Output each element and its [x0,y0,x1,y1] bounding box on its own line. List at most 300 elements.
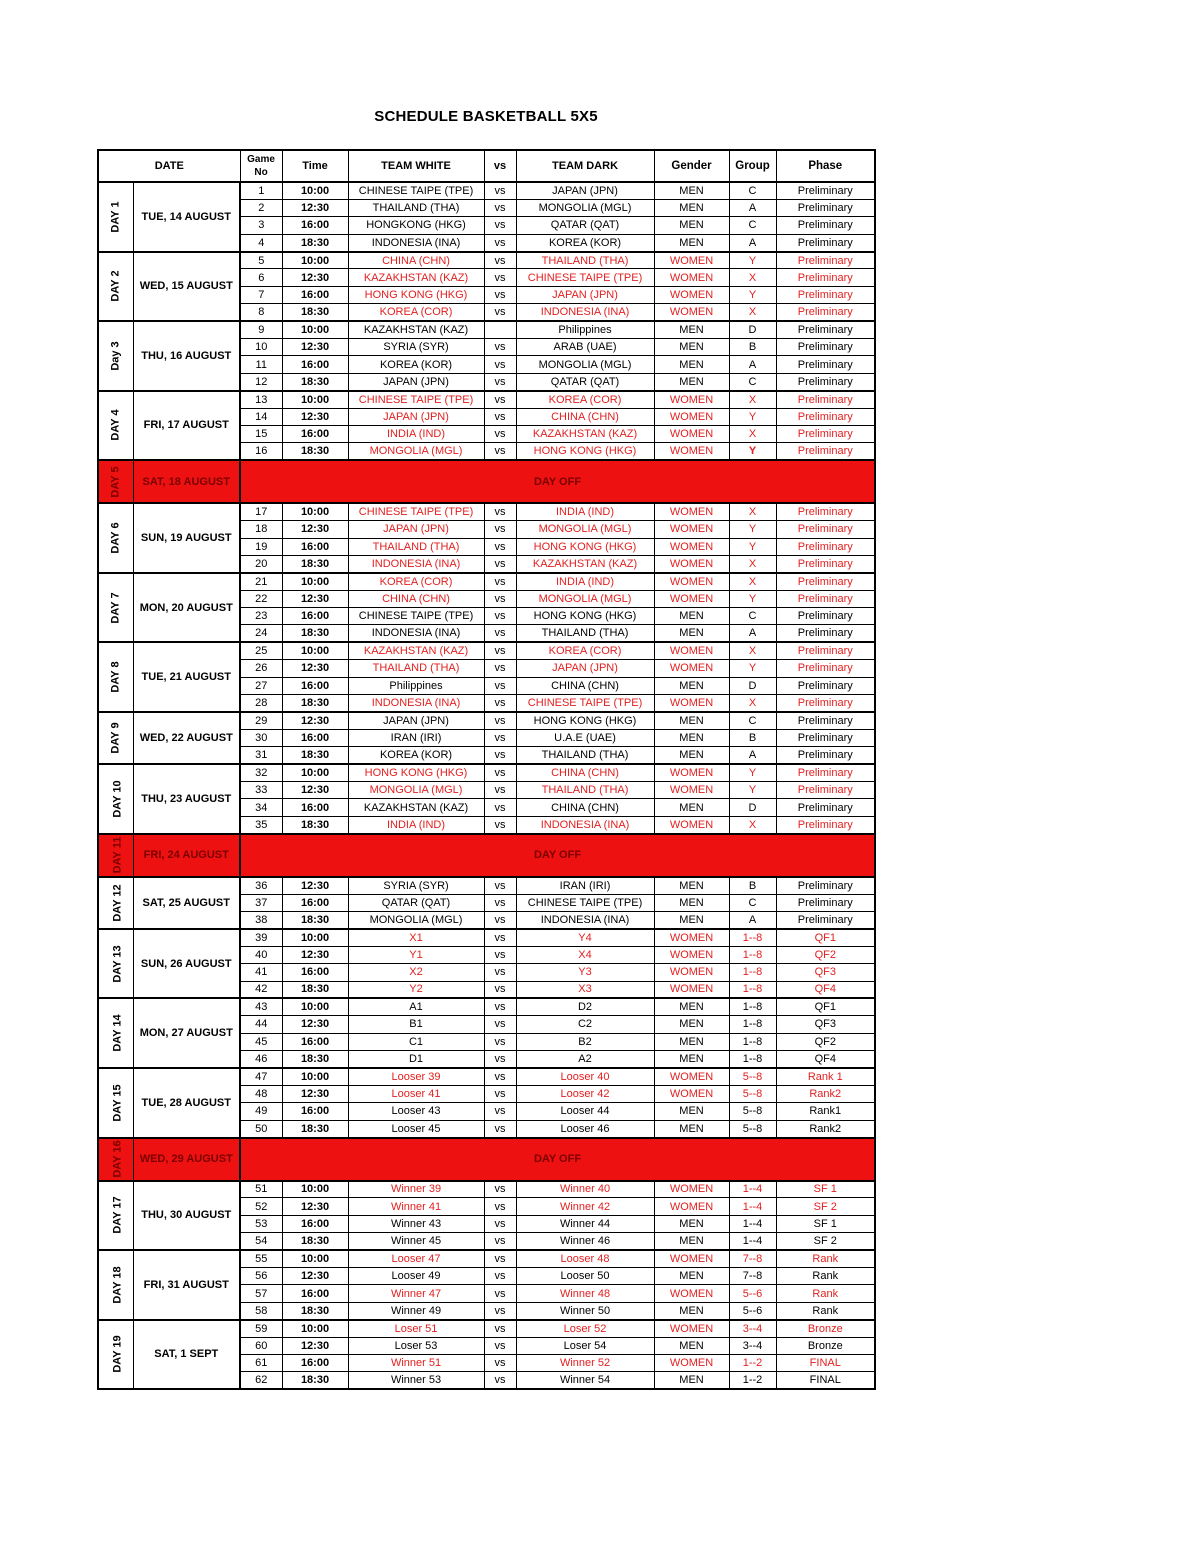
game-time: 10:00 [282,391,348,408]
group: X [729,304,776,321]
phase: Preliminary [776,234,875,251]
game-number: 30 [240,729,282,746]
day-off-label: DAY OFF [240,834,875,877]
game-number: 27 [240,677,282,694]
vs-label: vs [484,712,516,729]
day-label: Day 3 [109,341,122,371]
vs-label: vs [484,1302,516,1319]
team-dark: INDIA (IND) [516,573,654,590]
gender: MEN [654,1215,729,1232]
phase: Preliminary [776,199,875,216]
team-white: Winner 41 [348,1198,484,1215]
team-dark: THAILAND (THA) [516,252,654,269]
vs-label: vs [484,1120,516,1137]
vs-label: vs [484,503,516,520]
group: 1--8 [729,1016,776,1033]
header-gender: Gender [654,150,729,182]
phase: FINAL [776,1372,875,1389]
day-label-cell [98,998,133,1068]
team-dark: MONGOLIA (MGL) [516,199,654,216]
phase: Preliminary [776,521,875,538]
gender: MEN [654,1120,729,1137]
team-dark: Y3 [516,964,654,981]
game-number: 61 [240,1354,282,1371]
vs-label: vs [484,998,516,1015]
gender: MEN [654,321,729,338]
game-time: 16:00 [282,1215,348,1232]
team-white: Loser 51 [348,1320,484,1337]
gender: MEN [654,1233,729,1250]
game-time: 16:00 [282,894,348,911]
gender: WOMEN [654,782,729,799]
team-dark: X4 [516,946,654,963]
phase: Preliminary [776,373,875,390]
team-dark: THAILAND (THA) [516,782,654,799]
day-label: DAY 1 [109,201,122,233]
day-label-cell [98,1138,133,1181]
team-dark: HONG KONG (HKG) [516,538,654,555]
group: Y [729,590,776,607]
phase: Preliminary [776,911,875,928]
group: X [729,391,776,408]
game-time: 12:30 [282,660,348,677]
group: 3--4 [729,1320,776,1337]
group: 1--8 [729,1051,776,1068]
game-time: 12:30 [282,199,348,216]
team-dark: INDONESIA (INA) [516,911,654,928]
gender: MEN [654,1302,729,1319]
vs-label: vs [484,1103,516,1120]
table-row [98,321,875,338]
game-number: 14 [240,408,282,425]
game-number: 54 [240,1233,282,1250]
gender: WOMEN [654,1354,729,1371]
team-white: X2 [348,964,484,981]
gender: MEN [654,1033,729,1050]
team-white: MONGOLIA (MGL) [348,782,484,799]
team-white: INDONESIA (INA) [348,555,484,572]
gender: MEN [654,608,729,625]
phase: Preliminary [776,573,875,590]
phase: Preliminary [776,339,875,356]
group: 1--8 [729,1033,776,1050]
vs-label: vs [484,1033,516,1050]
gender: WOMEN [654,1181,729,1198]
game-time: 18:30 [282,1120,348,1137]
group: A [729,234,776,251]
table-row [98,877,875,894]
game-time: 18:30 [282,1372,348,1389]
group: 5--6 [729,1302,776,1319]
date-label: TUE, 14 AUGUST [133,182,240,252]
date-label: FRI, 17 AUGUST [133,391,240,461]
game-time: 18:30 [282,695,348,712]
group: A [729,911,776,928]
gender: MEN [654,677,729,694]
gender: MEN [654,1267,729,1284]
game-time: 18:30 [282,1051,348,1068]
header-phase: Phase [776,150,875,182]
game-number: 29 [240,712,282,729]
game-time: 12:30 [282,1016,348,1033]
phase: SF 2 [776,1233,875,1250]
gender: WOMEN [654,764,729,781]
game-number: 19 [240,538,282,555]
team-dark: Winner 40 [516,1181,654,1198]
game-time: 16:00 [282,964,348,981]
gender: WOMEN [654,1320,729,1337]
phase: Rank [776,1250,875,1267]
gender: WOMEN [654,590,729,607]
game-number: 38 [240,911,282,928]
team-dark: INDONESIA (INA) [516,304,654,321]
game-number: 59 [240,1320,282,1337]
vs-label: vs [484,816,516,833]
team-white: A1 [348,998,484,1015]
group: X [729,573,776,590]
team-dark: CHINESE TAIPE (TPE) [516,695,654,712]
page-title: SCHEDULE BASKETBALL 5X5 [374,108,598,125]
gender: WOMEN [654,503,729,520]
team-white: JAPAN (JPN) [348,521,484,538]
table-row [98,642,875,659]
team-dark: Looser 42 [516,1085,654,1102]
team-dark: Winner 48 [516,1285,654,1302]
game-number: 60 [240,1337,282,1354]
date-label: THU, 23 AUGUST [133,764,240,834]
vs-label: vs [484,521,516,538]
gender: MEN [654,217,729,234]
game-time: 16:00 [282,217,348,234]
game-number: 55 [240,1250,282,1267]
gender: WOMEN [654,573,729,590]
vs-label: vs [484,538,516,555]
group: 1--2 [729,1354,776,1371]
game-time: 12:30 [282,1198,348,1215]
group: 5--8 [729,1120,776,1137]
team-dark: QATAR (QAT) [516,217,654,234]
table-row [98,929,875,946]
vs-label: vs [484,1250,516,1267]
game-number: 37 [240,894,282,911]
header-row [98,150,875,182]
day-label-cell [98,321,133,391]
phase: Preliminary [776,321,875,338]
game-number: 46 [240,1051,282,1068]
group: B [729,339,776,356]
gender: WOMEN [654,660,729,677]
game-time: 16:00 [282,1285,348,1302]
game-number: 16 [240,443,282,460]
gender: WOMEN [654,929,729,946]
team-dark: Looser 48 [516,1250,654,1267]
group: 1--4 [729,1233,776,1250]
vs-label: vs [484,911,516,928]
team-white: Winner 39 [348,1181,484,1198]
group: Y [729,443,776,460]
vs-label: vs [484,443,516,460]
phase: Preliminary [776,356,875,373]
game-time: 10:00 [282,1320,348,1337]
date-label: MON, 27 AUGUST [133,998,240,1068]
day-label-cell [98,712,133,764]
team-white: KAZAKHSTAN (KAZ) [348,321,484,338]
game-number: 20 [240,555,282,572]
date-label: WED, 15 AUGUST [133,252,240,322]
gender: MEN [654,747,729,764]
table-row [98,503,875,520]
group: Y [729,252,776,269]
group: X [729,555,776,572]
vs-label: vs [484,877,516,894]
day-label-cell [98,391,133,461]
team-white: C1 [348,1033,484,1050]
team-white: CHINESE TAIPE (TPE) [348,391,484,408]
game-number: 48 [240,1085,282,1102]
day-label-cell [98,1181,133,1251]
group: C [729,373,776,390]
vs-label: vs [484,182,516,199]
group: 1--8 [729,998,776,1015]
team-dark: CHINA (CHN) [516,799,654,816]
vs-label: vs [484,1233,516,1250]
game-time: 18:30 [282,443,348,460]
team-dark: D2 [516,998,654,1015]
group: C [729,217,776,234]
team-white: Winner 47 [348,1285,484,1302]
game-time: 10:00 [282,764,348,781]
day-label: DAY 19 [111,1335,124,1374]
phase: Bronze [776,1337,875,1354]
vs-label: vs [484,1320,516,1337]
phase: QF4 [776,981,875,998]
day-label: DAY 2 [109,270,122,302]
phase: FINAL [776,1354,875,1371]
gender: WOMEN [654,425,729,442]
game-time: 10:00 [282,503,348,520]
vs-label: vs [484,425,516,442]
date-label: THU, 16 AUGUST [133,321,240,391]
vs-label: vs [484,764,516,781]
group: Y [729,286,776,303]
phase: Rank 1 [776,1068,875,1085]
team-dark: KOREA (COR) [516,642,654,659]
game-number: 62 [240,1372,282,1389]
game-number: 35 [240,816,282,833]
team-white: KOREA (COR) [348,573,484,590]
game-number: 34 [240,799,282,816]
header-team-white: TEAM WHITE [348,150,484,182]
team-white: Winner 49 [348,1302,484,1319]
phase: Preliminary [776,677,875,694]
gender: WOMEN [654,695,729,712]
team-dark: QATAR (QAT) [516,373,654,390]
team-dark: ARAB (UAE) [516,339,654,356]
table-row [98,712,875,729]
game-number: 41 [240,964,282,981]
phase: Preliminary [776,269,875,286]
game-time: 16:00 [282,356,348,373]
team-white: Looser 45 [348,1120,484,1137]
phase: Rank2 [776,1120,875,1137]
team-white: JAPAN (JPN) [348,712,484,729]
team-dark: Loser 52 [516,1320,654,1337]
game-number: 23 [240,608,282,625]
team-dark: Winner 44 [516,1215,654,1232]
day-label: DAY 8 [109,661,122,693]
team-white: INDONESIA (INA) [348,625,484,642]
group: 5--8 [729,1068,776,1085]
group: X [729,269,776,286]
game-number: 24 [240,625,282,642]
game-number: 6 [240,269,282,286]
gender: WOMEN [654,269,729,286]
gender: WOMEN [654,1250,729,1267]
gender: MEN [654,373,729,390]
team-white: Winner 45 [348,1233,484,1250]
vs-label: vs [484,894,516,911]
team-dark: INDONESIA (INA) [516,816,654,833]
team-white: Looser 39 [348,1068,484,1085]
game-number: 7 [240,286,282,303]
gender: WOMEN [654,1198,729,1215]
game-time: 10:00 [282,252,348,269]
vs-label: vs [484,1085,516,1102]
game-number: 32 [240,764,282,781]
phase: Preliminary [776,625,875,642]
phase: Preliminary [776,503,875,520]
game-number: 17 [240,503,282,520]
team-white: INDIA (IND) [348,425,484,442]
day-label: DAY 17 [111,1196,124,1234]
team-dark: Looser 40 [516,1068,654,1085]
game-time: 12:30 [282,1337,348,1354]
gender: MEN [654,339,729,356]
vs-label: vs [484,1337,516,1354]
phase: Preliminary [776,538,875,555]
gender: WOMEN [654,1285,729,1302]
vs-label: vs [484,1215,516,1232]
team-white: IRAN (IRI) [348,729,484,746]
team-dark: C2 [516,1016,654,1033]
game-time: 10:00 [282,642,348,659]
vs-label: vs [484,555,516,572]
team-white: Winner 51 [348,1354,484,1371]
phase: Preliminary [776,555,875,572]
gender: WOMEN [654,286,729,303]
group: X [729,503,776,520]
phase: QF3 [776,964,875,981]
vs-label: vs [484,339,516,356]
phase: QF2 [776,946,875,963]
game-number: 8 [240,304,282,321]
table-row [98,998,875,1015]
game-number: 52 [240,1198,282,1215]
gender: MEN [654,911,729,928]
vs-label: vs [484,981,516,998]
day-label: DAY 15 [111,1084,124,1122]
group: 1--4 [729,1181,776,1198]
day-label: DAY 13 [111,944,124,983]
group: 1--8 [729,981,776,998]
group: C [729,894,776,911]
team-dark: IRAN (IRI) [516,877,654,894]
phase: Preliminary [776,443,875,460]
team-white: MONGOLIA (MGL) [348,911,484,928]
team-dark: Winner 42 [516,1198,654,1215]
day-label-cell [98,877,133,929]
team-dark: MONGOLIA (MGL) [516,521,654,538]
day-label: DAY 10 [111,780,124,818]
game-number: 40 [240,946,282,963]
date-label: MON, 20 AUGUST [133,573,240,643]
group: Y [729,782,776,799]
date-label: SAT, 18 AUGUST [133,460,240,503]
gender: MEN [654,799,729,816]
day-label: DAY 5 [109,466,122,498]
gender: WOMEN [654,391,729,408]
table-row [98,252,875,269]
game-time: 18:30 [282,747,348,764]
game-time: 18:30 [282,981,348,998]
game-number: 57 [240,1285,282,1302]
date-label: SAT, 25 AUGUST [133,877,240,929]
table-row [98,1181,875,1198]
game-time: 16:00 [282,1103,348,1120]
team-dark: JAPAN (JPN) [516,286,654,303]
team-white: KAZAKHSTAN (KAZ) [348,269,484,286]
game-number: 9 [240,321,282,338]
phase: Preliminary [776,408,875,425]
day-label-cell [98,764,133,834]
vs-label: vs [484,782,516,799]
gender: MEN [654,199,729,216]
game-number: 36 [240,877,282,894]
game-time: 18:30 [282,625,348,642]
date-label: SUN, 26 AUGUST [133,929,240,999]
game-time: 18:30 [282,234,348,251]
group: 1--8 [729,929,776,946]
table-row [98,1068,875,1085]
team-white: INDONESIA (INA) [348,695,484,712]
gender: WOMEN [654,964,729,981]
phase: Preliminary [776,764,875,781]
game-time: 18:30 [282,555,348,572]
vs-label: vs [484,695,516,712]
schedule-body [98,182,875,1389]
game-number: 31 [240,747,282,764]
game-number: 44 [240,1016,282,1033]
gender: WOMEN [654,816,729,833]
game-number: 51 [240,1181,282,1198]
date-label: WED, 22 AUGUST [133,712,240,764]
game-time: 10:00 [282,1250,348,1267]
group: 1--8 [729,946,776,963]
team-white: THAILAND (THA) [348,538,484,555]
game-time: 12:30 [282,712,348,729]
team-dark: Winner 50 [516,1302,654,1319]
gender: WOMEN [654,1068,729,1085]
vs-label: vs [484,1181,516,1198]
group: Y [729,764,776,781]
game-number: 11 [240,356,282,373]
game-time: 12:30 [282,521,348,538]
team-dark: MONGOLIA (MGL) [516,356,654,373]
day-label-cell [98,929,133,999]
table-row [98,391,875,408]
header-date: DATE [98,150,240,182]
team-dark: Looser 46 [516,1120,654,1137]
